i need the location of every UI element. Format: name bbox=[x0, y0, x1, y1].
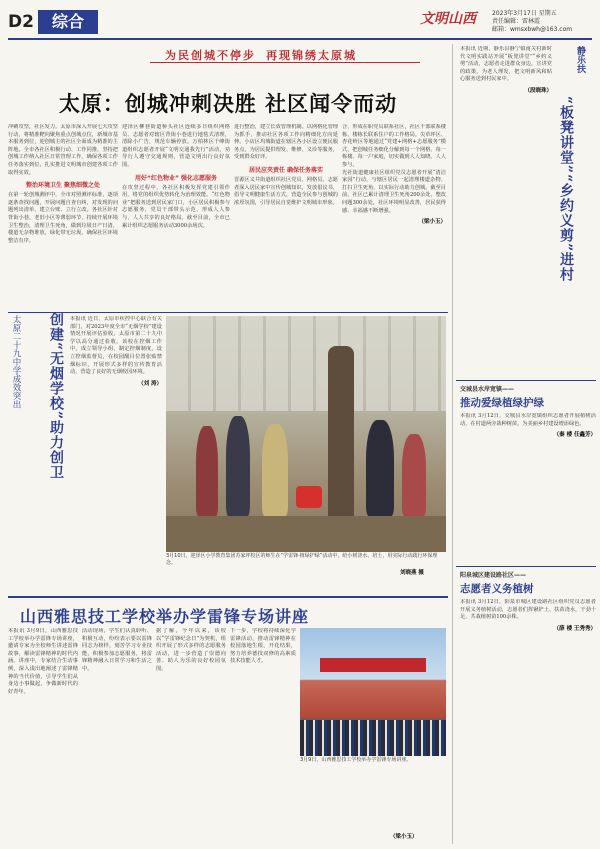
page-code: D2 bbox=[8, 12, 34, 32]
sidebar-item2-text: 本报讯 3月12日，交城县水岸宽镇组织志愿者开展植树活动，在村道两旁栽种树苗，为美丽乡村建设增添绿色。 bbox=[460, 413, 596, 427]
article1-col1b-text: 在第一轮创城测评中，全市对照测评标准，逐项逐条查找问题，开展问题自查自纠，对发现的问题列出清单、建立台账、立行立改。各社区针对背街小巷、老旧小区等薄弱环节，持续开展环境卫生整治，清理卫生死角，做到垃圾日产日清，楼道无杂物堆放，绿化带无垃圾，确保社区环境整洁有序。 bbox=[8, 192, 118, 244]
article2-col1 bbox=[8, 628, 78, 838]
sidebar-item3-byline: （薛 楼 王秀秀） bbox=[553, 625, 596, 632]
photo-red-bucket bbox=[296, 486, 322, 508]
sidebar-feature-title: “板凳讲堂”“乡约义剪”进村 bbox=[558, 96, 574, 283]
sidebar-item3-text: 本报讯 3月12日，阳泉市城区建设路社区组织党员志愿者开展义务植树活动，志愿者们挥锹铲土、扶苗浇水，干劲十足，共栽植树苗100余株。 bbox=[460, 599, 596, 621]
article1-col2-text: 迎泽区柳巷街道桥头社区连续多日组织网格员、志愿者对辖区背街小巷进行地毯式清理，清除小广告，规范车辆停放。万柏林区千峰街道组织志愿者开展“文明交通我先行”活动，劝导行人遵守交通规则，营造文明出行良好氛围。 bbox=[122, 124, 230, 168]
article1-col3 bbox=[234, 124, 338, 310]
photo1-caption: 3月10日，迎泽区小学教育集团苏家坪校区的师生在“学雷锋·植绿护绿”活动中，给小树浇水、培土，用实际行动践行环保理念。 bbox=[166, 553, 438, 566]
sidebar-divider bbox=[452, 44, 453, 844]
sidebar-divider-3 bbox=[456, 566, 596, 567]
sidebar-item2 bbox=[460, 384, 596, 563]
sidebar-item3-kicker: 阳泉城区建设路社区—— bbox=[460, 572, 527, 579]
article2-col3 bbox=[156, 628, 226, 838]
photo-audience bbox=[300, 720, 446, 756]
article1-col4-text: 合，形成在职党员联系社区，社区干部联系楼栋，楼栋长联系住户的工作格局。尖草坪区、杏花岭区等地通过“党建+网格+志愿服务”模式，把创城任务细化分解到每一个网格、每一栋楼、每一户家庭，切实做到人人知晓、人人参与。 bbox=[342, 124, 446, 168]
photo-tree-planting bbox=[166, 316, 446, 552]
article2-col1-text: 本报讯 3月9日，山西雅思技工学校举办学雷锋专场讲座，邀请专家为全校师生讲述雷锋故事，解读雷锋精神的时代内涵。讲座中，专家结合生动事例，深入浅出地阐述了雷锋精神的当代价值，引导学生们从身边小事做起，争做新时代的好青年。 bbox=[8, 628, 78, 695]
article1-col4b-text: 光社街道健康社区组织党员志愿者开展“清洁家园”行动，与辖区居民一起清理楼道杂物、打扫卫生死角，以实际行动助力创城。截至目前，社区已累计清理卫生死角200余处，整改问题300余处，社区环境明显改善，居民获得感、幸福感不断增强。 bbox=[342, 169, 446, 214]
sidebar-item3-body bbox=[460, 599, 596, 839]
photo-lecture bbox=[300, 628, 446, 756]
article1-subhead3: 居民应夹责任 确保任务落实 bbox=[248, 166, 324, 174]
issue-date: 2023年3月17日 星期五 bbox=[492, 10, 557, 17]
article2-byline: （梁小玉） bbox=[390, 834, 418, 840]
paper-logo: 文明山西 bbox=[420, 11, 476, 27]
side-article-subtitle: 太原二十九中学成效突出 bbox=[11, 315, 21, 409]
sidebar-divider-2 bbox=[456, 380, 596, 381]
photo-person bbox=[226, 416, 250, 516]
article1-byline: （梁小玉） bbox=[418, 219, 446, 226]
side-article-byline: （刘 涛） bbox=[138, 380, 162, 387]
slogan bbox=[165, 47, 357, 63]
header-meta bbox=[492, 10, 592, 34]
sidebar-item2-body bbox=[460, 413, 596, 563]
photo-stage-banner bbox=[320, 658, 426, 672]
divider-article1 bbox=[8, 312, 448, 313]
photo2-caption: 3月9日，山西雅思技工学校举办学雷锋专场讲座。 bbox=[300, 757, 412, 763]
article1-subhead1: 整治环境卫生 聚焦细微之处 bbox=[25, 182, 101, 190]
section-label: 综合 bbox=[38, 10, 98, 34]
sidebar-feature-body bbox=[460, 46, 552, 376]
photo-person bbox=[196, 426, 218, 516]
photo-ground bbox=[166, 516, 446, 552]
article2-col4-text: 下一步，学校将持续深化学雷锋活动，推动雷锋精神在校园落地生根、开花结果，努力培养德技双修的高素质技术技能人才。 bbox=[230, 628, 296, 665]
article2-col3-text: 据了解，今年以来，该校以“学雷锋纪念日”为契机，组织开展了形式多样的志愿服务活动，进一步营造了崇德向善、助人为乐的良好校园氛围。 bbox=[156, 628, 226, 672]
sidebar-column-title: 静乐扶 bbox=[575, 46, 585, 73]
sidebar-item3 bbox=[460, 570, 596, 839]
sidebar-item3-headline: 志愿者义务植树 bbox=[460, 583, 534, 595]
photo-person bbox=[262, 424, 288, 516]
article2-headline: 山西雅思技工学校举办学雷锋专场讲座 bbox=[20, 607, 310, 626]
header-rule bbox=[8, 38, 592, 40]
side-article-title: 创建“无烟学校”助力创卫 bbox=[48, 312, 64, 481]
photo-building bbox=[166, 316, 446, 411]
sidebar-item2-byline: （秦 楼 任鑫芳） bbox=[553, 432, 596, 439]
sidebar-item2-kicker: 交城县水岸宽镇—— bbox=[460, 386, 515, 393]
article1-col2 bbox=[122, 124, 230, 310]
article1-col1-text: 冲刺攻坚，社区发力。太原市深入开展七大攻坚行动，将精准靶向聚焦重点创城点位，新城市基本服务到位，迎创城主的社区全面成为精准的主阵地。全市各社区积极行动、工作同推，坚持把创城工作纳入社区日常管理工作，确保各项工作任务落实到位，扎实推进文明城市创建各项工作取得实效。 bbox=[8, 124, 118, 176]
sidebar-feature-text: 本报讯 近期，静乐县静宁镇南关村新时代文明实践站开展“板凳讲堂”“乡约义剪”活动，志愿者走进群众身边，宣讲党的政策，为老人理发，把文明新风和贴心服务送到村民家中。 bbox=[460, 46, 552, 83]
side-article-body bbox=[70, 316, 162, 586]
article1-col3-text: 进行整治，建立长效管理机制。以网格化管理为抓手，推动社区各项工作向精细化方向延伸。小店区坞城街道在辖区各小区设立便民服务点，为居民提供理发、维修、义诊等服务，受到群众好评。 bbox=[234, 124, 338, 161]
article1-headline: 太原：创城冲刺决胜 社区闻令而动 bbox=[58, 91, 398, 116]
slogan-right: 再现锦绣太原城 bbox=[266, 49, 357, 62]
editor-credit: 责任编辑：雷林霞 bbox=[492, 18, 541, 25]
article2-col2 bbox=[82, 628, 152, 838]
photo1-credit: 刘晓燕 摄 bbox=[400, 570, 424, 576]
side-article-text: 本报讯 近日，太原市疾控中心联合有关部门，对2023年度全市“无烟学校”建设情况开展评估验收，太原市第二十九中学以高分通过验收。该校在控烟工作中，成立领导小组，制定控烟制度，设立控烟监督员，在校园醒目位置张贴禁烟标识，开展形式多样的宣传教育活动，营造了良好的无烟校园环境。 bbox=[70, 316, 162, 376]
article1-col2b-text: 在攻坚过程中，各社区积极发挥党建引领作用，将党的组织优势转化为治理效能。“红色物业”把服务送到居民家门口，小区居民积极参与志愿服务，党员干部带头示范，形成人人参与、人人共享的良好格局。截至目前，全市已累计组织志愿服务活动3000余场次。 bbox=[122, 184, 230, 229]
photo-person bbox=[402, 434, 426, 516]
article2-col4 bbox=[230, 628, 296, 838]
editor-email: 邮箱：wmsxbwh@163.com bbox=[492, 26, 573, 33]
slogan-left: 为民创城不停步 bbox=[165, 49, 256, 62]
photo-person bbox=[366, 420, 394, 516]
divider-article2 bbox=[8, 596, 448, 598]
article1-col1 bbox=[8, 124, 118, 310]
article1-col3b-text: 晋源区义井街道组织社区党员、网格员、志愿者深入居民家中宣传创城知识，发放倡议书，倡导文明健康生活方式，营造全民参与创城的浓厚氛围，引导居民自觉维护文明城市形象。 bbox=[234, 176, 338, 206]
sidebar-feature-byline: （段晓珠） bbox=[524, 87, 552, 94]
article1-subhead2: 用好“红色物业” 强化志愿服务 bbox=[135, 174, 217, 182]
article2-col2-text: 活动现场，学生们认真聆听、积极互动，纷纷表示要以雷锋同志为榜样，刻苦学习专业技能，积极参加志愿服务，将雷锋精神融入日常学习和生活之中。 bbox=[82, 628, 152, 672]
sidebar-item2-headline: 推动爱绿植绿护绿 bbox=[460, 397, 544, 409]
article1-col4 bbox=[342, 124, 446, 310]
